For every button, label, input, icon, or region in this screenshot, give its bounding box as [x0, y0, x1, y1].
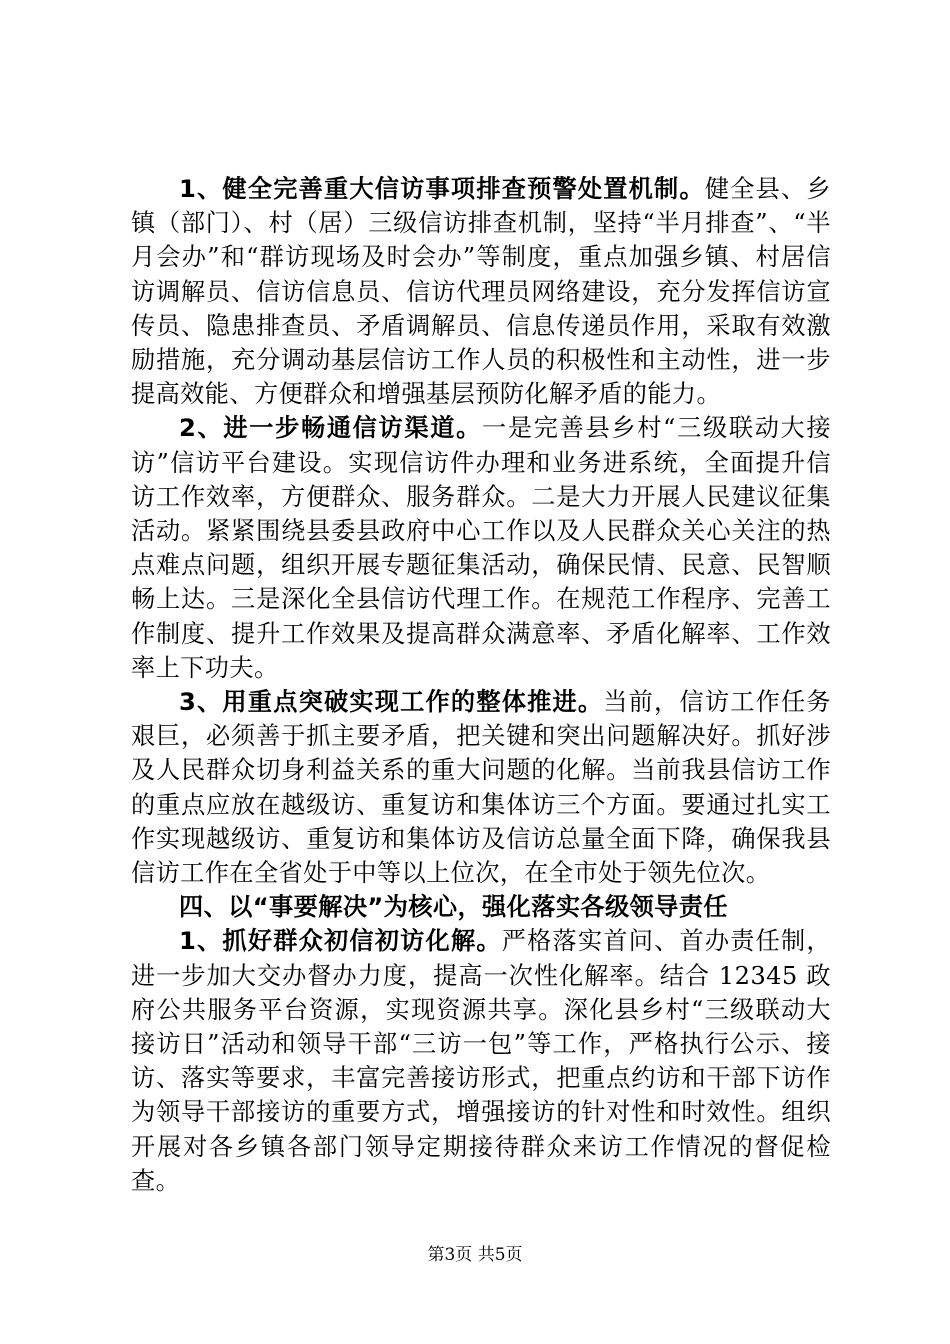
- paragraph-1-text: 健全县、乡镇（部门）、村（居）三级信访排查机制，坚持“半月排查”、“半月会办”和“群访现场及时会办”等制度，重点加强乡镇、村居信访调解员、信访信息员、信访代理员网络建设，充分发挥信访宣传员、隐患排查员、矛盾调解员、信息传递员作用，采取有效激励措施，充分调动基层信访工作人员的积极性和主动性，进一步提高效能、方便群众和增强基层预防化解矛盾的能力。: [131, 175, 831, 409]
- page-number: 第3页: [427, 1245, 473, 1265]
- section-heading: 四、以“事要解决”为核心，强化落实各级领导责任: [179, 893, 728, 922]
- paragraph-2: [131, 411, 831, 685]
- paragraph-3-lead: 3、用重点突破实现工作的整体推进。: [179, 688, 604, 717]
- paragraph-2-lead: 2、进一步畅通信访渠道。: [179, 414, 483, 443]
- paragraph-4: [131, 924, 831, 1198]
- paragraph-3-text: 当前，信访工作任务艰巨，必须善于抓主要矛盾，把关键和突出问题解决好。抓好涉及人民群众切身利益关系的重大问题的化解。当前我县信访工作的重点应放在越级访、重复访和集体访三个方面。要通过扎实工作实现越级访、重复访和集体访及信访总量全面下降，确保我县信访工作在全省处于中等以上位次，在全市处于领先位次。: [131, 688, 831, 888]
- document-body: [131, 172, 831, 1198]
- page-total: 共5页: [477, 1245, 523, 1265]
- paragraph-2-text: 一是完善县乡村“三级联动大接访”信访平台建设。实现信访件办理和业务进系统，全面提升信访工作效率，方便群众、服务群众。二是大力开展人民建议征集活动。紧紧围绕县委县政府中心工作以及人民群众关心关注的热点难点问题，组织开展专题征集活动，确保民情、民意、民智顺畅上达。三是深化全县信访代理工作。在规范工作程序、完善工作制度、提升工作效果及提高群众满意率、矛盾化解率、工作效率上下功夫。: [131, 414, 832, 682]
- paragraph-1-lead: 1、健全完善重大信访事项排查预警处置机制。: [179, 175, 705, 203]
- paragraph-4-lead: 1、抓好群众初信初访化解。: [179, 927, 502, 956]
- paragraph-1: [131, 172, 831, 411]
- paragraph-3: [131, 685, 831, 890]
- page-footer: [0, 1244, 950, 1266]
- paragraph-4-text: 严格落实首问、首办责任制，进一步加大交办督办力度，提高一次性化解率。结合 12345 政府公共服务平台资源，实现资源共享。深化县乡村“三级联动大接访日”活动和领导干部“三访一包”等工作，严格执行公示、接访、落实等要求，丰富完善接访形式，把重点约访和干部下访作为领导干部接访的重要方式，增强接访的针对性和时效性。组织开展对各乡镇各部门领导定期接待群众来访工作情况的督促检查。: [131, 927, 832, 1195]
